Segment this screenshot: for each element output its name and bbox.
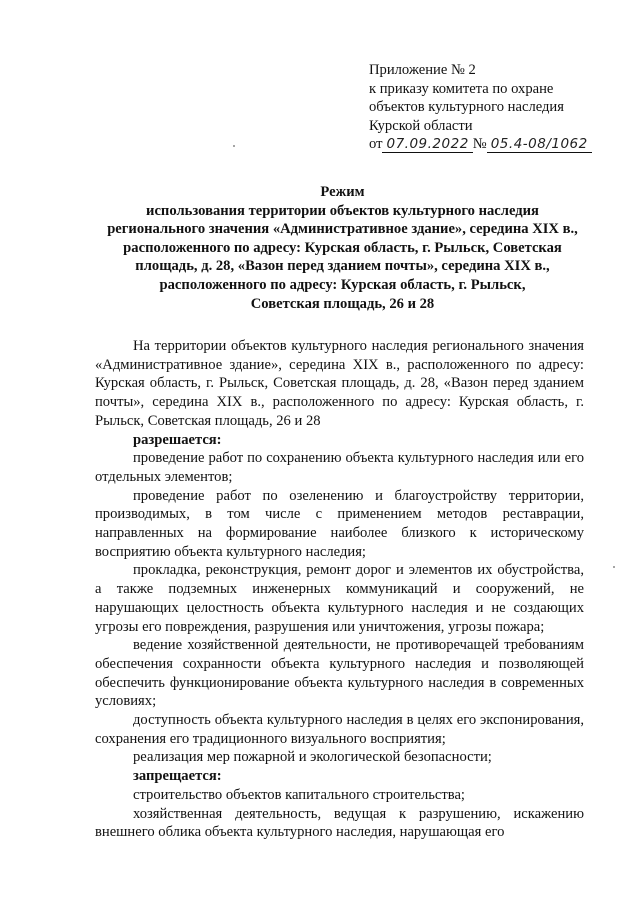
forbidden-item: хозяйственная деятельность, ведущая к разрушению, искажению внешнего облика объекта культурного наследия, нарушающая его [95,805,584,841]
date-prefix: от [369,136,383,152]
handwritten-order-number: 05.4-08/1062 [487,137,592,153]
document-title [95,183,590,313]
appendix-order-ref: к приказу комитета по охране [369,80,554,97]
title-line: использования территории объектов культурного наследия [146,202,539,219]
title-line: площадь, д. 28, «Вазон перед зданием почты», середина XIX в., [135,258,550,275]
title-heading: Режим [320,184,365,200]
allowed-item: реализация мер пожарной и экологической безопасности; [133,749,492,766]
allowed-item: доступность объекта культурного наследия в целях его экспонирования, сохранения его традиционного визуального восприятия; [95,712,584,747]
appendix-committee: объектов культурного наследия [369,99,564,115]
appendix-region: Курской области [369,117,473,134]
forbidden-label: запрещается: [133,768,222,785]
scan-speck [233,145,235,147]
document-body [95,337,584,842]
appendix-date-line [369,135,631,154]
title-line: расположенного по адресу: Курская область, г. Рыльск, [159,276,526,293]
scan-speck [613,566,615,568]
allowed-label: разрешается: [133,431,222,448]
forbidden-item: строительство объектов капитального строительства; [133,786,465,803]
number-prefix: № [472,136,487,152]
appendix-number: Приложение № 2 [369,62,476,78]
handwritten-date: 07.09.2022 [382,137,472,153]
allowed-item: прокладка, реконструкция, ремонт дорог и элементов их обустройства, а также подземных инженерных коммуникаций и сооружений, не нарушающих целостность объекта культурного наследия и не создающих угрозы его повреждения, разрушения или уничтожения, угрозы пожара; [95,562,584,635]
allowed-item: проведение работ по озеленению и благоустройству территории, производимых, в том числе с применением методов реставрации, направленных на формирование наиболее близкого к историческому восприятию объекта культурного наследия; [95,487,584,560]
allowed-item: ведение хозяйственной деятельности, не противоречащей требованиям обеспечения сохранности объекта культурного наследия и позволяющей обеспечить функционирование объекта культурного наследия в современных условиях; [95,637,584,710]
appendix-header [369,61,631,154]
allowed-item: проведение работ по сохранению объекта культурного наследия или его отдельных элементов; [95,450,584,485]
title-line: регионального значения «Административное здание», середина XIX в., [107,221,578,238]
intro-paragraph: На территории объектов культурного наследия регионального значения «Административное здание», середина XIX в., расположенного по адресу: Курская область, г. Рыльск, Советская площадь, д. 28, «Вазон перед зданием почты», середина XIX в., расположенного по адресу: Курская область, г. Рыльск, Советская площадь, 26 и 28 [95,338,584,429]
title-line: расположенного по адресу: Курская область, г. Рыльск, Советская [123,239,562,256]
title-line: Советская площадь, 26 и 28 [250,295,435,312]
